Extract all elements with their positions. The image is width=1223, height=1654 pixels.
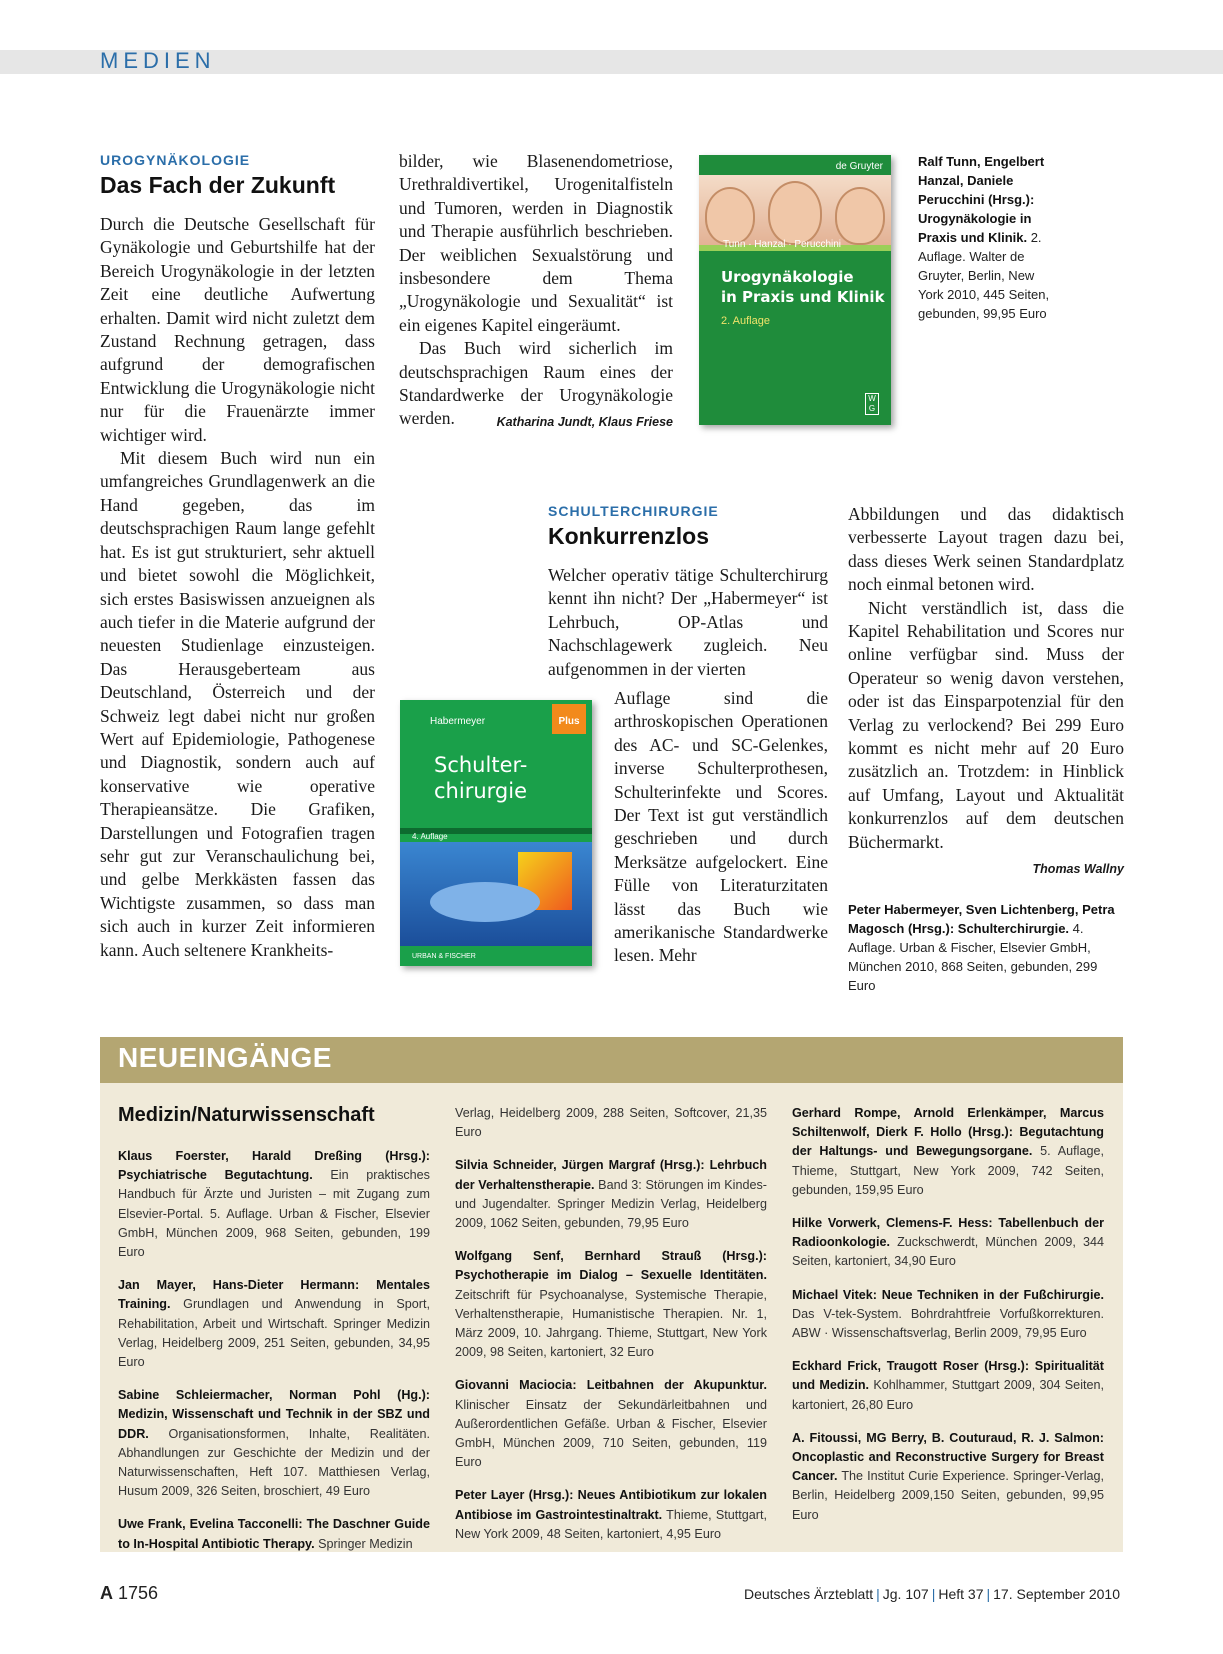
cover-authors: Tunn · Hanzal · Perucchini (723, 239, 842, 250)
neueingaenge-column-1 (118, 1104, 430, 1568)
paragraph: Mit diesem Buch wird nun ein umfangreiches Grundlagenwerk an die Hand gegeben, das im deutschsprachigen Raum lange gefehlt hat. Es ist gut strukturiert, sehr aktuell und bietet sowohl die Möglichkeit, sich erstes Basiswissen anzueignen als auch tiefer in die Materie aufgrund der neuesten Studienlage einzusteigen. Das Herausgeberteam aus Deutschland, Österreich und der Schweiz legt dabei nicht nur großen Wert auf Epidemiologie, Pathogenese und Diagnostik, sondern auch auf konservative wie operative Therapieansätze. Die Grafiken, Darstellungen und Fotografien tragen sehr gut zur Veranschaulichung bei, und gelbe Merkkästen fassen das Wichtigste zusammen, so dass man sich auch in kurzer Zeit informieren kann. Auch seltenere Krankheits- (100, 448, 375, 960)
review-author: Thomas Wallny (1032, 862, 1124, 877)
neueingaenge-column-3 (792, 1104, 1104, 1539)
cover-title: Schulter- chirurgie (434, 753, 528, 803)
list-item: Giovanni Maciocia: Leitbahnen der Akupunktur. Klinischer Einsatz der Sekundärleitbahnen und Außerordentlichen Gefäße. Urban & Fischer, Elsevier GmbH, München 2009, 710 Seiten, gebunden, 119 Euro (455, 1378, 767, 1470)
list-item: Verlag, Heidelberg 2009, 288 Seiten, Softcover, 21,35 Euro (455, 1106, 767, 1140)
cover-photo (699, 175, 891, 245)
neueingaenge-column-2 (455, 1104, 767, 1558)
review-kicker: UROGYNÄKOLOGIE (100, 152, 251, 168)
book-cover-urogynaekologie (699, 155, 891, 425)
paragraph: Durch die Deutsche Gesellschaft für Gynäkologie und Geburtshilfe hat der Bereich Urogynäkologie in der letzten Zeit eine deutliche Aufwertung erhalten. Damit wird nicht zuletzt dem Zustand Rechnung getragen, dass aufgrund der demografischen Entwicklung die Urogynäkologie nicht nur für die Frauenärzte immer wichtiger wird. (100, 214, 375, 445)
review-body-column-2 (399, 150, 673, 435)
cover-title: Urogynäkologie in Praxis und Klinik (721, 268, 885, 306)
neueingaenge-subhead: Medizin/Naturwissenschaft (118, 1104, 375, 1126)
review-urogynaekologie (100, 152, 375, 962)
cover-edition: 2. Auflage (721, 315, 770, 327)
list-item: Uwe Frank, Evelina Tacconelli: The Daschner Guide to In-Hospital Antibiotic Therapy. Springer Medizin (118, 1517, 430, 1551)
paragraph: Abbildungen und das didaktisch verbesserte Layout tragen dazu bei, dass dieses Werk seinen Standardplatz noch einmal betonen wird. (848, 504, 1124, 595)
list-item: Jan Mayer, Hans-Dieter Hermann: Mentales Training. Grundlagen und Anwendung in Sport, Rehabilitation, Arbeit und Wirtschaft. Springer Medizin Verlag, Heidelberg 2009, 251 Seiten, gebunden, 34,95 Euro (118, 1278, 430, 1370)
list-item: A. Fitoussi, MG Berry, B. Couturaud, R. J. Salmon: Oncoplastic and Reconstructive Surgery for Breast Cancer. The Institut Curie Experience. Springer-Verlag, Berlin, Heidelberg 2009,150 Seiten, gebunden, 99,95 Euro (792, 1430, 1104, 1522)
book-cover-schulterchirurgie (400, 700, 592, 966)
review-kicker: SCHULTERCHIRURGIE (548, 503, 719, 519)
cover-publisher: URBAN & FISCHER (412, 953, 476, 960)
review-body-side: Auflage sind die arthroskopischen Operationen des AC- und SC-Gelenkes, inverse Schulterprothesen, Schulterinfekte und Scores. Der Text ist gut verständlich geschrieben und durch Merksätze aufgelockert. Eine Fülle von Literaturzitaten lässt das Buch wie amerikanische Standardwerke lesen. Mehr (614, 688, 828, 966)
section-title: MEDIEN (100, 48, 216, 73)
footer-journal-info: Deutsches Ärzteblatt | Jg. 107 | Heft 37 | 17. September 2010 (743, 1586, 1120, 1602)
book-info-schulterchirurgie: Peter Habermeyer, Sven Lichtenberg, Petra Magosch (Hrsg.): Schulterchirurgie. 4. Auflage. Urban & Fischer, Elsevier GmbH, München 2010, 868 Seiten, gebunden, 299 Euro (848, 901, 1115, 993)
list-item: Michael Vitek: Neue Techniken in der Fußchirurgie. Das V-tek-System. Bohrdrahtfreie Vorfußkorrekturen. ABW · Wissenschaftsverlag, Berlin 2009, 79,95 Euro (792, 1287, 1104, 1341)
list-item: Gerhard Rompe, Arnold Erlenkämper, Marcus Schiltenwolf, Dierk F. Hollo (Hrsg.): Begutachtung der Haltungs- und Bewegungsorgane. 5. Auflage, Thieme, Stuttgart, New York 2009, 742 Seiten, gebunden, 159,95 Euro (792, 1106, 1104, 1197)
review-headline: Das Fach der Zukunft (100, 172, 336, 198)
page-number: A 1756 (100, 1583, 159, 1603)
cover-publisher: de Gruyter (835, 161, 883, 172)
cover-author: Habermeyer (430, 716, 486, 727)
paragraph: Nicht verständlich ist, dass die Kapitel Rehabilitation und Scores nur online verfügbar sind. Muss der Operateur so wenig davon verstehen, oder ist das Einsparpotenzial für den Verlag zu verlockend? Bei 299 Euro kommt es nicht mehr auf 20 Euro zusätzlich an. Trotzdem: in Hinblick auf Umfang, Layout und Aktualität konkurrenzlos auf dem deutschen Büchermarkt. (848, 597, 1124, 852)
review-body-column-2 (848, 503, 1124, 995)
review-body-intro: Welcher operativ tätige Schulterchirurg kennt ihn nicht? Der „Habermeyer“ ist Lehrbuch, OP-Atlas und Nachschlagewerk zugleich. Neu aufgenommen in der vierten (548, 565, 828, 679)
cover-edition: 4. Auflage (412, 832, 448, 841)
cover-photo (400, 842, 592, 946)
review-author: Katharina Jundt, Klaus Friese (496, 415, 673, 430)
review-schulterchirurgie (548, 503, 828, 681)
review-headline: Konkurrenzlos (548, 523, 710, 549)
neueingaenge-title: NEUEINGÄNGE (118, 1042, 332, 1073)
paragraph: Das Buch wird sicherlich im deutschsprachigen Raum eines der Standardwerke der Urogynäkologie werden. Katharina Jundt, Klaus Friese (399, 337, 673, 431)
paragraph: bilder, wie Blasenendometriose, Urethraldivertikel, Urogenitalfisteln und Tumoren, werden in Diagnostik und Therapie ausführlich beschrieben. Der weiblichen Sexualstörung und insbesondere dem Thema „Urogynäkologie und Sexualität“ ist ein eigenes Kapitel eingeräumt. (399, 151, 673, 335)
list-item: Wolfgang Senf, Bernhard Strauß (Hrsg.): Psychotherapie im Dialog – Sexuelle Identitäten. Zeitschrift für Psychoanalyse, Systemische Therapie, Verhaltenstherapie, Humanistische Therapien. Nr. 1, März 2009, 10. Jahrgang. Thieme, Stuttgart, New York 2009, 98 Seiten, kartoniert, 32 Euro (455, 1249, 767, 1360)
list-item: Peter Layer (Hrsg.): Neues Antibiotikum zur lokalen Antibiose im Gastrointestinaltrakt. Thieme, Stuttgart, New York 2009, 48 Seiten, kartoniert, 4,95 Euro (455, 1488, 767, 1541)
cover-logo: W G (865, 393, 879, 415)
list-item: Hilke Vorwerk, Clemens-F. Hess: Tabellenbuch der Radioonkologie. Zuckschwerdt, München 2009, 344 Seiten, kartoniert, 34,90 Euro (792, 1216, 1104, 1269)
list-item: Sabine Schleiermacher, Norman Pohl (Hg.): Medizin, Wissenschaft und Technik in der SBZ und DDR. Organisationsformen, Inhalte, Realitäten. Abhandlungen zur Geschichte der Medizin und der Naturwissenschaften, Heft 107. Matthiesen Verlag, Husum 2009, 326 Seiten, broschiert, 49 Euro (118, 1388, 430, 1499)
review-body-column-1 (100, 213, 375, 962)
book-info-urogynaekologie: Ralf Tunn, Engelbert Hanzal, Daniele Perucchini (Hrsg.): Urogynäkologie in Praxis und Klinik. 2. Auflage. Walter de Gruyter, Berlin, New York 2010, 445 Seiten, gebunden, 99,95 Euro (918, 154, 1050, 321)
list-item: Klaus Foerster, Harald Dreßing (Hrsg.): Psychiatrische Begutachtung. Ein praktisches Handbuch für Ärzte und Juristen – mit Zugang zum Elsevier-Portal. 5. Auflage. Urban & Fischer, Elsevier GmbH, München 2009, 968 Seiten, gebunden, 199 Euro (118, 1149, 430, 1260)
cover-plus-badge: Plus (552, 704, 586, 734)
list-item: Eckhard Frick, Traugott Roser (Hrsg.): Spiritualität und Medizin. Kohlhammer, Stuttgart 2009, 304 Seiten, kartoniert, 26,80 Euro (792, 1359, 1104, 1412)
list-item: Silvia Schneider, Jürgen Margraf (Hrsg.): Lehrbuch der Verhaltenstherapie. Band 3: Störungen im Kindes- und Jugendalter. Springer Medizin Verlag, Heidelberg 2009, 1062 Seiten, gebunden, 79,95 Euro (455, 1158, 767, 1231)
